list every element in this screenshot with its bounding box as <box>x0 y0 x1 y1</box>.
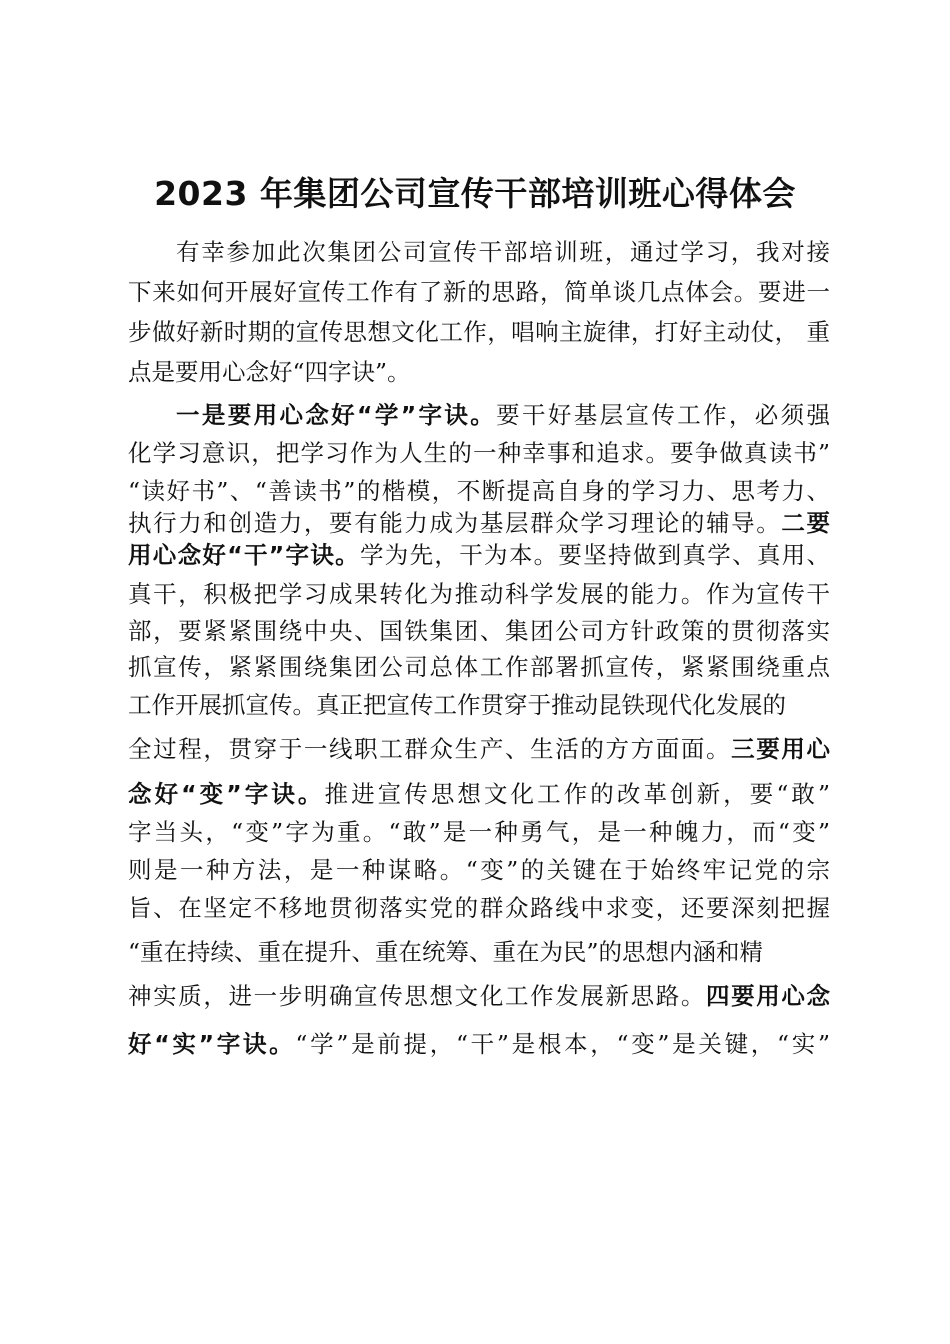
paragraph-2-line <box>176 399 830 431</box>
text-run: 执行力和创造力，要有能力成为基层群众学习理论的辅导。 <box>128 509 782 537</box>
paragraph-2-line <box>128 475 830 507</box>
text-run: 工作开展抓宣传。真正把宣传工作贯穿于推动昆铁现代化发展的 <box>128 691 786 719</box>
paragraph-2-line <box>128 615 830 647</box>
text-run: 抓宣传，紧紧围绕集团公司总体工作部署抓宣传，紧紧围绕重点 <box>128 653 830 681</box>
text-run: 则是一种方法，是一种谋略。“变”的关键在于始终牢记党的宗 <box>128 856 830 884</box>
text-run: 推进宣传思想文化工作的改革创新，要“敢” <box>324 780 831 808</box>
text-run: 部，要紧紧围绕中央、国铁集团、集团公司方针政策的贯彻落实 <box>128 617 830 645</box>
bold-heading-run: 一是要用心念好“学”字诀。 <box>176 401 497 429</box>
text-run: 字当头，“变”字为重。“敢”是一种勇气，是一种魄力，而“变” <box>128 818 830 846</box>
paragraph-1-line <box>176 236 830 268</box>
text-run: 神实质，进一步明确宣传思想文化工作发展新思路。 <box>128 982 706 1010</box>
bold-heading-run: 三要用心 <box>731 735 831 763</box>
text-run: “读好书”、“善读书”的楷模，不断提高自身的学习力、思考力、 <box>128 477 830 505</box>
text-run: “学”是前提，“干”是根本，“变”是关键，“实” <box>295 1030 830 1058</box>
bold-heading-run: 念好“变”字诀。 <box>128 780 325 808</box>
paragraph-2-line <box>128 1028 830 1060</box>
paragraph-2-line <box>128 816 830 848</box>
paragraph-2-line <box>128 980 830 1012</box>
text-run: 点是要用心念好“四字诀”。 <box>128 358 411 386</box>
paragraph-2-line <box>128 936 830 968</box>
text-run: 要干好基层宣传工作，必须强 <box>496 401 831 429</box>
bold-heading-run: 四要用心念 <box>705 982 831 1010</box>
paragraph-2-line <box>128 778 830 810</box>
paragraph-2-line <box>128 437 830 469</box>
bold-heading-run: 用心念好“干”字诀。 <box>128 541 360 569</box>
bold-heading-run: 二要 <box>781 509 831 537</box>
paragraph-1-line <box>128 316 830 348</box>
text-run: “重在持续、重在提升、重在统筹、重在为民”的思想内涵和精 <box>128 938 764 966</box>
text-run: 有幸参加此次集团公司宣传干部培训班，通过学习，我对接 <box>176 238 830 266</box>
paragraph-2-line <box>128 689 830 721</box>
text-run: 学为先，干为本。要坚持做到真学、真用、 <box>359 541 831 569</box>
paragraph-2-line <box>128 854 830 886</box>
document-title: 2023 年集团公司宣传干部培训班心得体会 <box>154 174 796 213</box>
paragraph-2-line <box>128 539 830 571</box>
text-run: 旨、在坚定不移地贯彻落实党的群众路线中求变，还要深刻把握 <box>128 894 830 922</box>
paragraph-1-line <box>128 356 830 388</box>
paragraph-2-line <box>128 651 830 683</box>
bold-heading-run: 好“实”字诀。 <box>128 1030 296 1058</box>
paragraph-2-line <box>128 507 830 539</box>
text-run: 化学习意识，把学习作为人生的一种幸事和追求。要争做真读书” <box>128 439 830 467</box>
paragraph-2-line <box>128 578 830 610</box>
text-run: 全过程，贯穿于一线职工群众生产、生活的方方面面。 <box>128 735 732 763</box>
text-run: 真干，积极把学习成果转化为推动科学发展的能力。作为宣传干 <box>128 580 830 608</box>
paragraph-2-line <box>128 733 830 765</box>
text-run: 下来如何开展好宣传工作有了新的思路，简单谈几点体会。要进一 <box>128 278 830 306</box>
paragraph-1-line <box>128 276 830 308</box>
text-run: 步做好新时期的宣传思想文化工作，唱响主旋律，打好主动仗， 重 <box>128 318 830 346</box>
paragraph-2-line <box>128 892 830 924</box>
